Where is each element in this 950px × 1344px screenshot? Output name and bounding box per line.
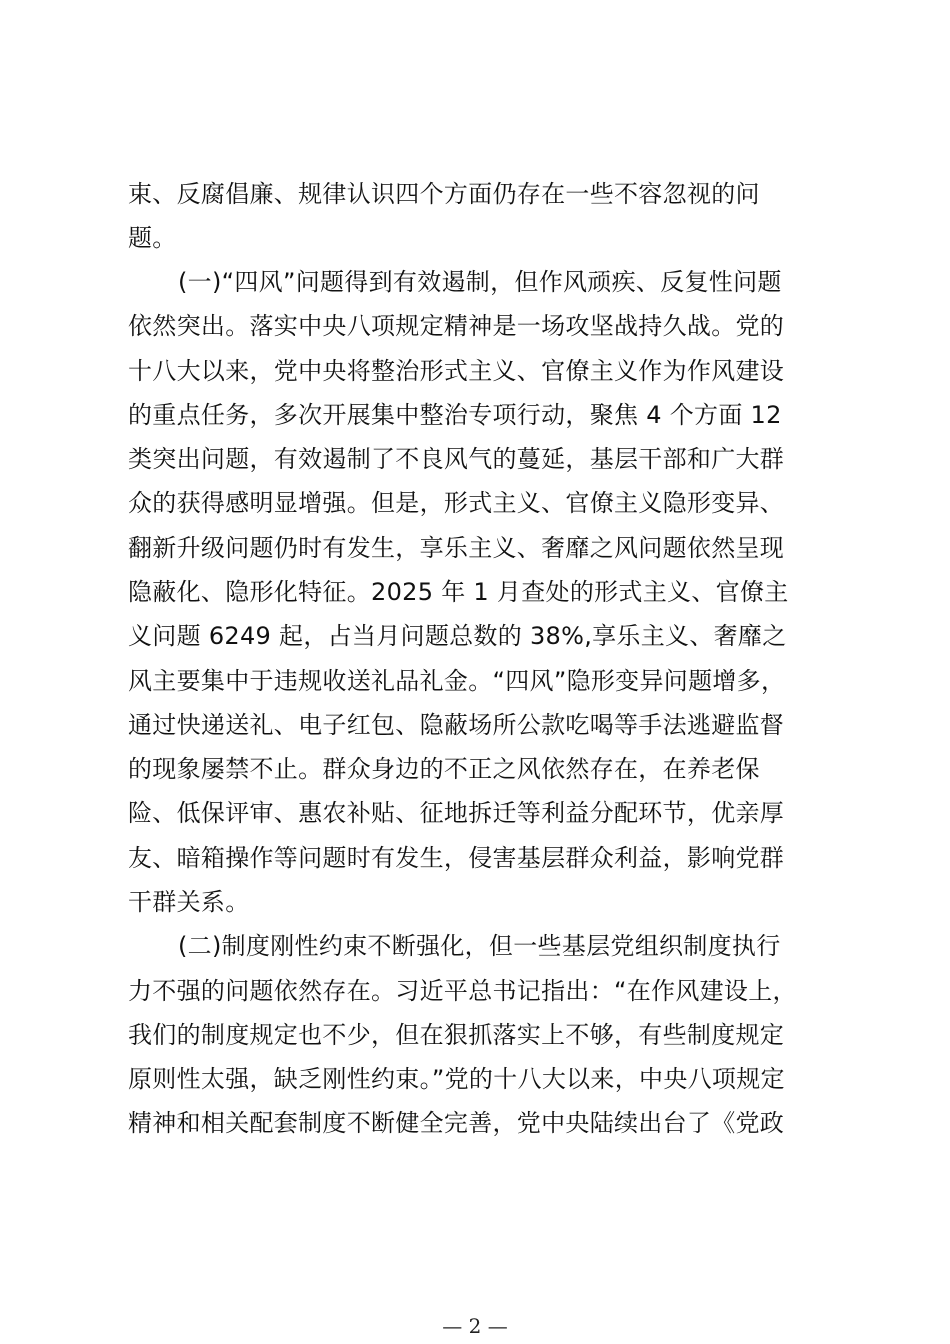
text-line: 我们的制度规定也不少，但在狠抓落实上不够，有些制度规定 (128, 1021, 785, 1049)
text-line: 题。 (128, 224, 177, 252)
section-heading-line: (一)“四风”问题得到有效遏制，但作风顽疾、反复性问题 (178, 268, 782, 296)
text-line: 通过快递送礼、电子红包、隐蔽场所公款吃喝等手法逃避监督 (128, 711, 785, 739)
text-line: 众的获得感明显增强。但是，形式主义、官僚主义隐形变异、 (128, 489, 785, 517)
text-line: 原则性太强，缺乏刚性约束。”党的十八大以来，中央八项规定 (128, 1065, 785, 1093)
text-line: 的重点任务，多次开展集中整治专项行动，聚焦 4 个方面 12 (128, 401, 782, 429)
text-line: 束、反腐倡廉、规律认识四个方面仍存在一些不容忽视的问 (128, 180, 760, 208)
text-line: 依然突出。落实中央八项规定精神是一场攻坚战持久战。党的 (128, 312, 785, 340)
text-line: 的现象屡禁不止。群众身边的不正之风依然存在，在养老保 (128, 755, 760, 783)
text-line: 险、低保评审、惠农补贴、征地拆迁等利益分配环节，优亲厚 (128, 799, 785, 827)
text-line: 十八大以来，党中央将整治形式主义、官僚主义作为作风建设 (128, 357, 785, 385)
text-line: 干群关系。 (128, 888, 250, 916)
text-line: 隐蔽化、隐形化特征。2025 年 1 月查处的形式主义、官僚主 (128, 578, 789, 606)
text-line: 风主要集中于违规收送礼品礼金。“四风”隐形变异问题增多， (128, 667, 786, 695)
page-number: — 2 — (442, 1314, 508, 1338)
text-line: 类突出问题，有效遏制了不良风气的蔓延，基层干部和广大群 (128, 445, 785, 473)
text-line: 精神和相关配套制度不断健全完善，党中央陆续出台了《党政 (128, 1109, 785, 1137)
text-line: 力不强的问题依然存在。习近平总书记指出：“在作风建设上， (128, 977, 797, 1005)
text-line: 友、暗箱操作等问题时有发生，侵害基层群众利益，影响党群 (128, 844, 785, 872)
text-line: 翻新升级问题仍时有发生，享乐主义、奢靡之风问题依然呈现 (128, 534, 785, 562)
text-line: 义问题 6249 起，占当月问题总数的 38%,享乐主义、奢靡之 (128, 622, 787, 650)
section-heading-line: (二)制度刚性约束不断强化，但一些基层党组织制度执行 (178, 932, 781, 960)
